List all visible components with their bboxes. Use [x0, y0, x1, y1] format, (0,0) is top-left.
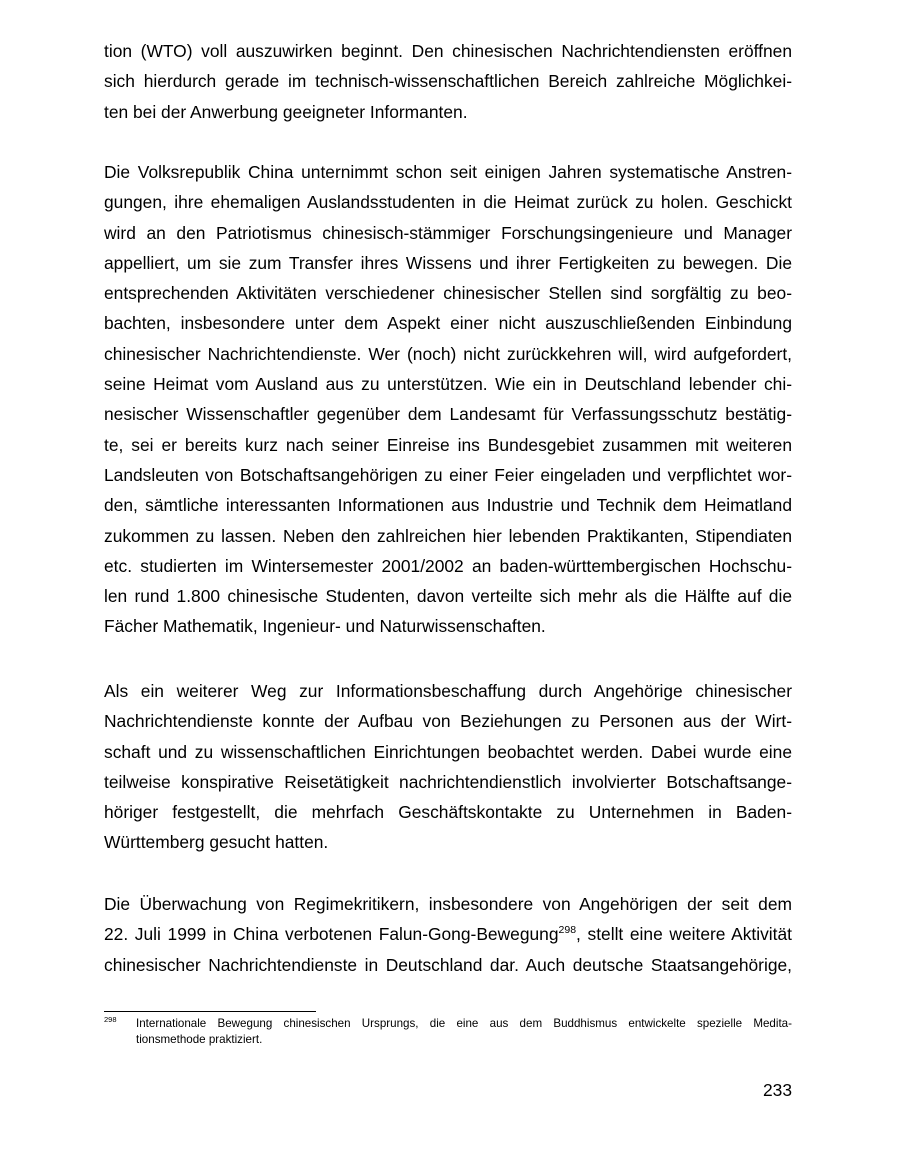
text-line: nesischer Wissenschaftler gegenüber dem Landesamt für Verfassungsschutz bestätig- — [104, 404, 792, 425]
text-line: ten bei der Anwerbung geeigneter Informanten. — [104, 101, 468, 122]
text-line: Die Volksrepublik China unternimmt schon seit einigen Jahren systematische Anstren- — [104, 162, 792, 182]
footnote-line: Internationale Bewegung chinesischen Ursprungs, die eine aus dem Buddhismus entwickelte spezielle Medita- — [136, 1017, 792, 1030]
text-line: Württemberg gesucht hatten. — [104, 832, 329, 853]
text-line: schaft und zu wissenschaftlichen Einrichtungen beobachtet werden. Dabei wurde eine — [104, 741, 792, 762]
text-segment: 22. Juli 1999 in China verbotenen Falun-Gong-Bewegung — [104, 924, 559, 945]
footnote-separator — [104, 1011, 316, 1012]
text-line: te, sei er bereits kurz nach seiner Einreise ins Bundesgebiet zusammen mit weiteren — [104, 434, 792, 455]
text-line: teilweise konspirative Reisetätigkeit nachrichtendienstlich involvierter Botschaftsange- — [104, 771, 792, 792]
text-line: Landsleuten von Botschaftsangehörigen zu einer Feier eingeladen und verpflichtet wor- — [104, 464, 792, 485]
footnote — [104, 1016, 792, 1047]
text-line: tion (WTO) voll auszuwirken beginnt. Den chinesischen Nachrichtendiensten eröffnen — [104, 41, 792, 61]
text-line: Nachrichtendienste konnte der Aufbau von Beziehungen zu Personen aus der Wirt- — [104, 711, 792, 732]
paragraph-wto-continuation — [104, 36, 792, 127]
paragraph-informationsbeschaffung — [104, 676, 792, 858]
text-line-with-footnote-ref — [104, 919, 792, 949]
text-line: Fächer Mathematik, Ingenieur- und Naturwissenschaften. — [104, 616, 546, 637]
text-line: entsprechenden Aktivitäten verschiedener chinesischer Stellen sind sorgfältig zu beo- — [104, 283, 792, 304]
paragraph-regimekritiker — [104, 889, 792, 980]
text-line: chinesischer Nachrichtendienste. Wer (noch) nicht zurückkehren will, wird aufgefordert, — [104, 343, 792, 364]
text-line: seine Heimat vom Ausland aus zu unterstützen. Wie ein in Deutschland lebender chi- — [104, 374, 792, 395]
text-line: Als ein weiterer Weg zur Informationsbeschaffung durch Angehörige chinesischer — [104, 681, 792, 701]
text-line: chinesischer Nachrichtendienste in Deutschland dar. Auch deutsche Staatsangehörige, — [104, 954, 792, 975]
text-line: gungen, ihre ehemaligen Auslandsstudenten in die Heimat zurück zu holen. Geschickt — [104, 192, 792, 213]
text-line: höriger festgestellt, die mehrfach Geschäftskontakte zu Unternehmen in Baden- — [104, 802, 792, 823]
text-line: wird an den Patriotismus chinesisch-stämmiger Forschungsingenieure und Manager — [104, 222, 792, 243]
text-line: appelliert, um sie zum Transfer ihres Wissens und ihrer Fertigkeiten zu bewegen. Die — [104, 252, 792, 273]
text-line: Die Überwachung von Regimekritikern, insbesondere von Angehörigen der seit dem — [104, 894, 792, 914]
footnote-line: tionsmethode praktiziert. — [136, 1032, 263, 1046]
footnote-reference[interactable]: 298 — [558, 924, 577, 937]
text-line: sich hierdurch gerade im technisch-wissenschaftlichen Bereich zahlreiche Möglichkei- — [104, 71, 792, 92]
footnote-text — [136, 1016, 792, 1047]
text-line: den, sämtliche interessanten Informationen aus Industrie und Technik dem Heimatland — [104, 495, 792, 516]
text-line: zukommen zu lassen. Neben den zahlreichen hier lebenden Praktikanten, Stipendiaten — [104, 525, 792, 546]
paragraph-auslandsstudenten — [104, 157, 792, 642]
text-segment: , stellt eine weitere Aktivität — [576, 924, 792, 945]
text-line: bachten, insbesondere unter dem Aspekt einer nicht auszuschließenden Einbindung — [104, 313, 792, 334]
page-number: 233 — [762, 1080, 792, 1100]
text-line: len rund 1.800 chinesische Studenten, davon verteilte sich mehr als die Hälfte auf die — [104, 586, 792, 607]
footnote-number: 298 — [104, 1015, 117, 1024]
text-line: etc. studierten im Wintersemester 2001/2002 an baden-württembergischen Hochschu- — [104, 555, 792, 576]
